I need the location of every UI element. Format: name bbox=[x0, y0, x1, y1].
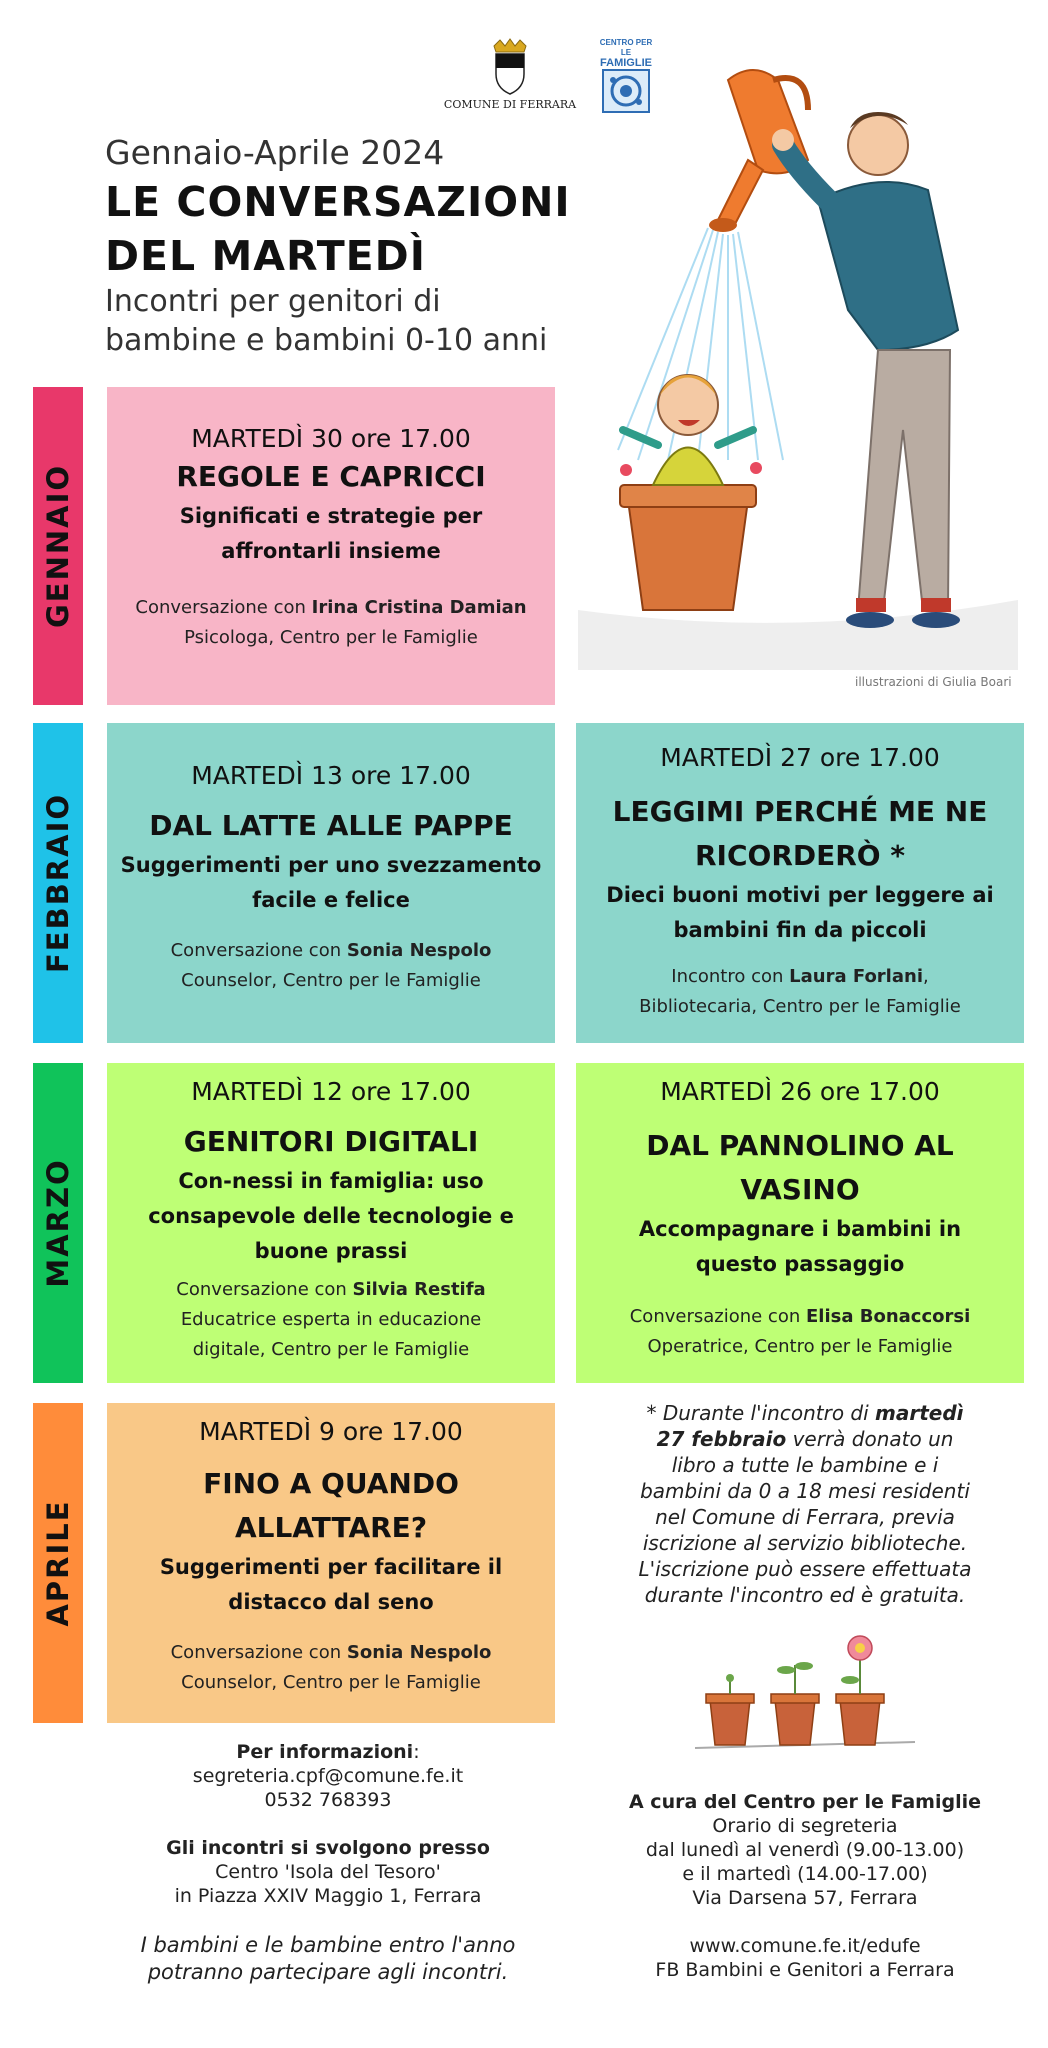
speaker-role-line-2: digitale, Centro per le Famiglie bbox=[192, 1339, 470, 1360]
month-label-febbraio: FEBBRAIO bbox=[41, 792, 75, 974]
hours-line-1: dal lunedì al venerdì (9.00-13.00) bbox=[645, 1839, 965, 1861]
event-speaker-line bbox=[107, 593, 555, 623]
event-desc-line-1: Suggerimenti per uno svezzamento bbox=[120, 853, 542, 877]
note-line-8: durante l'incontro ed è gratuita. bbox=[644, 1583, 966, 1607]
event-desc-line-2: questo passaggio bbox=[695, 1252, 905, 1276]
speaker-role: Psicologa, Centro per le Famiglie bbox=[184, 627, 478, 648]
note-line-1 bbox=[600, 1400, 1010, 1426]
info-phone[interactable]: 0532 768393 bbox=[264, 1789, 392, 1811]
speaker-name: Irina Cristina Damian bbox=[311, 597, 527, 618]
event-title-line-1: LEGGIMI PERCHÉ ME NE bbox=[612, 795, 988, 828]
venue-line-1: Centro 'Isola del Tesoro' bbox=[215, 1861, 441, 1883]
month-label-aprile: APRILE bbox=[41, 1499, 75, 1627]
event-desc-line-2: consapevole delle tecnologie e bbox=[148, 1204, 514, 1228]
event-desc-line-1: Suggerimenti per facilitare il bbox=[159, 1555, 503, 1579]
website-link[interactable]: www.comune.fe.it/edufe bbox=[689, 1935, 921, 1957]
event-desc-line-1: Dieci buoni motivi per leggere ai bbox=[606, 883, 994, 907]
hours-label: Orario di segreteria bbox=[712, 1815, 898, 1837]
speaker-name: Sonia Nespolo bbox=[346, 940, 492, 961]
event-desc-line-2: bambini fin da piccoli bbox=[673, 918, 927, 942]
comune-label: COMUNE DI FERRARA bbox=[443, 98, 577, 111]
event-date: MARTEDÌ 30 ore 17.00 bbox=[191, 424, 471, 453]
infants-note-line-1: I bambini e le bambine entro l'anno bbox=[140, 1933, 516, 1957]
speaker-intro: Conversazione con bbox=[170, 1642, 342, 1663]
organizer-address: Via Darsena 57, Ferrara bbox=[692, 1887, 918, 1909]
month-bar-gennaio bbox=[33, 387, 83, 705]
event-desc-line-2: distacco dal seno bbox=[228, 1590, 434, 1614]
speaker-name: Elisa Bonaccorsi bbox=[805, 1306, 971, 1327]
event-speaker-line bbox=[107, 1638, 555, 1668]
event-speaker-line bbox=[576, 962, 1024, 992]
info-label-line bbox=[103, 1740, 553, 1764]
watering-illustration bbox=[578, 50, 1018, 670]
event-card-feb-13 bbox=[107, 723, 555, 1043]
note-line-4: bambini da 0 a 18 mesi residenti bbox=[640, 1479, 970, 1503]
centro-logo-line2: FAMIGLIE bbox=[600, 57, 652, 69]
event-card-feb-27 bbox=[576, 723, 1024, 1043]
info-section bbox=[103, 1740, 553, 1986]
pot-1 bbox=[706, 1674, 754, 1745]
note-line-2 bbox=[600, 1426, 1010, 1452]
ferrara-coat-of-arms-icon bbox=[490, 38, 530, 96]
event-date: MARTEDÌ 12 ore 17.00 bbox=[191, 1077, 471, 1106]
note-text: verrà donato un bbox=[792, 1427, 954, 1451]
event-card-apr-9 bbox=[107, 1403, 555, 1723]
note-line-3: libro a tutte le bambine e i bbox=[671, 1453, 939, 1477]
pot-2 bbox=[771, 1662, 819, 1745]
info-label: Per informazioni bbox=[236, 1741, 414, 1763]
event-desc-line-1: Accompagnare i bambini in bbox=[638, 1217, 962, 1241]
speaker-role: Operatrice, Centro per le Famiglie bbox=[647, 1336, 953, 1357]
speaker-role: Bibliotecaria, Centro per le Famiglie bbox=[639, 996, 961, 1017]
month-label-gennaio: GENNAIO bbox=[41, 463, 75, 629]
event-title-line-2: ALLATTARE? bbox=[234, 1511, 428, 1544]
speaker-role-line-1: Educatrice esperta in educazione bbox=[180, 1309, 482, 1330]
book-gift-note bbox=[600, 1400, 1010, 1608]
event-card-mar-26 bbox=[576, 1063, 1024, 1383]
speaker-name: Laura Forlani bbox=[789, 966, 923, 987]
info-colon: : bbox=[413, 1741, 420, 1763]
event-title-line-1: DAL PANNOLINO AL bbox=[646, 1129, 954, 1162]
speaker-intro: Incontro con bbox=[671, 966, 784, 987]
venue-line-2: in Piazza XXIV Maggio 1, Ferrara bbox=[174, 1885, 482, 1907]
hours-line-2: e il martedì (14.00-17.00) bbox=[682, 1863, 928, 1885]
infants-note-line-2: potranno partecipare agli incontri. bbox=[147, 1960, 509, 1984]
event-title: REGOLE E CAPRICCI bbox=[176, 460, 486, 493]
subtitle bbox=[105, 282, 547, 360]
page-title bbox=[105, 175, 571, 283]
event-date: MARTEDÌ 26 ore 17.00 bbox=[660, 1077, 940, 1106]
speaker-role: Counselor, Centro per le Famiglie bbox=[181, 970, 481, 991]
event-title-line-2: VASINO bbox=[740, 1173, 860, 1206]
event-card-jan-30 bbox=[107, 387, 555, 705]
speaker-intro: Conversazione con bbox=[176, 1279, 347, 1300]
event-title-line-2: RICORDERÒ * bbox=[694, 839, 905, 872]
centro-logo-line1: CENTRO PER LE bbox=[599, 38, 653, 57]
note-line-5: nel Comune di Ferrara, previa bbox=[655, 1505, 955, 1529]
month-label-marzo: MARZO bbox=[41, 1158, 75, 1288]
event-title: DAL LATTE ALLE PAPPE bbox=[149, 809, 513, 842]
event-desc-line-3: buone prassi bbox=[254, 1239, 408, 1263]
event-date: MARTEDÌ 27 ore 17.00 bbox=[660, 743, 940, 772]
speaker-comma: , bbox=[923, 966, 929, 987]
subtitle-line-1: Incontri per genitori di bbox=[105, 284, 441, 319]
event-date: MARTEDÌ 9 ore 17.00 bbox=[199, 1417, 463, 1446]
subtitle-line-2: bambine e bambini 0-10 anni bbox=[105, 323, 548, 358]
info-email[interactable]: segreteria.cpf@comune.fe.it bbox=[192, 1765, 464, 1787]
note-line-7: L'iscrizione può essere effettuata bbox=[638, 1557, 972, 1581]
note-text: * Durante l'incontro di bbox=[646, 1401, 869, 1425]
speaker-intro: Conversazione con bbox=[629, 1306, 801, 1327]
speaker-intro: Conversazione con bbox=[135, 597, 306, 618]
note-line-6: iscrizione al servizio biblioteche. bbox=[642, 1531, 968, 1555]
organizer-label bbox=[600, 1790, 1010, 1814]
period-heading: Gennaio-Aprile 2024 bbox=[105, 133, 445, 172]
facebook-link[interactable]: FB Bambini e Genitori a Ferrara bbox=[655, 1959, 955, 1981]
venue-label-text: Gli incontri si svolgono presso bbox=[166, 1837, 490, 1859]
month-bar-marzo bbox=[33, 1063, 83, 1383]
event-speaker-line bbox=[576, 1302, 1024, 1332]
event-desc-line-1: Significati e strategie per bbox=[179, 504, 483, 528]
organizer-label-text: A cura del Centro per le Famiglie bbox=[628, 1791, 981, 1813]
flower-pots-illustration bbox=[690, 1630, 920, 1760]
event-desc-line-2: affrontarli insieme bbox=[221, 539, 441, 563]
illustration-credit: illustrazioni di Giulia Boari bbox=[855, 675, 1012, 689]
event-speaker-line bbox=[107, 936, 555, 966]
month-bar-aprile bbox=[33, 1403, 83, 1723]
event-date: MARTEDÌ 13 ore 17.00 bbox=[191, 761, 471, 790]
note-emphasis: martedì bbox=[875, 1401, 964, 1425]
title-line-2: DEL MARTEDÌ bbox=[105, 232, 426, 280]
event-title: GENITORI DIGITALI bbox=[183, 1125, 479, 1158]
note-emphasis: 27 febbraio bbox=[656, 1427, 787, 1451]
speaker-name: Sonia Nespolo bbox=[346, 1642, 492, 1663]
title-line-1: LE CONVERSAZIONI bbox=[105, 178, 571, 226]
organizer-section bbox=[600, 1790, 1010, 1982]
speaker-name: Silvia Restifa bbox=[352, 1279, 486, 1300]
event-desc-line-1: Con-nessi in famiglia: uso bbox=[178, 1169, 484, 1193]
event-speaker-line bbox=[107, 1275, 555, 1305]
speaker-intro: Conversazione con bbox=[170, 940, 342, 961]
event-title-line-1: FINO A QUANDO bbox=[203, 1467, 459, 1500]
venue-label bbox=[103, 1836, 553, 1860]
event-card-mar-12 bbox=[107, 1063, 555, 1383]
speaker-role: Counselor, Centro per le Famiglie bbox=[181, 1672, 481, 1693]
comune-di-ferrara-logo bbox=[440, 38, 580, 118]
pot-3 bbox=[836, 1636, 884, 1745]
month-bar-febbraio bbox=[33, 723, 83, 1043]
event-desc-line-2: facile e felice bbox=[252, 888, 410, 912]
